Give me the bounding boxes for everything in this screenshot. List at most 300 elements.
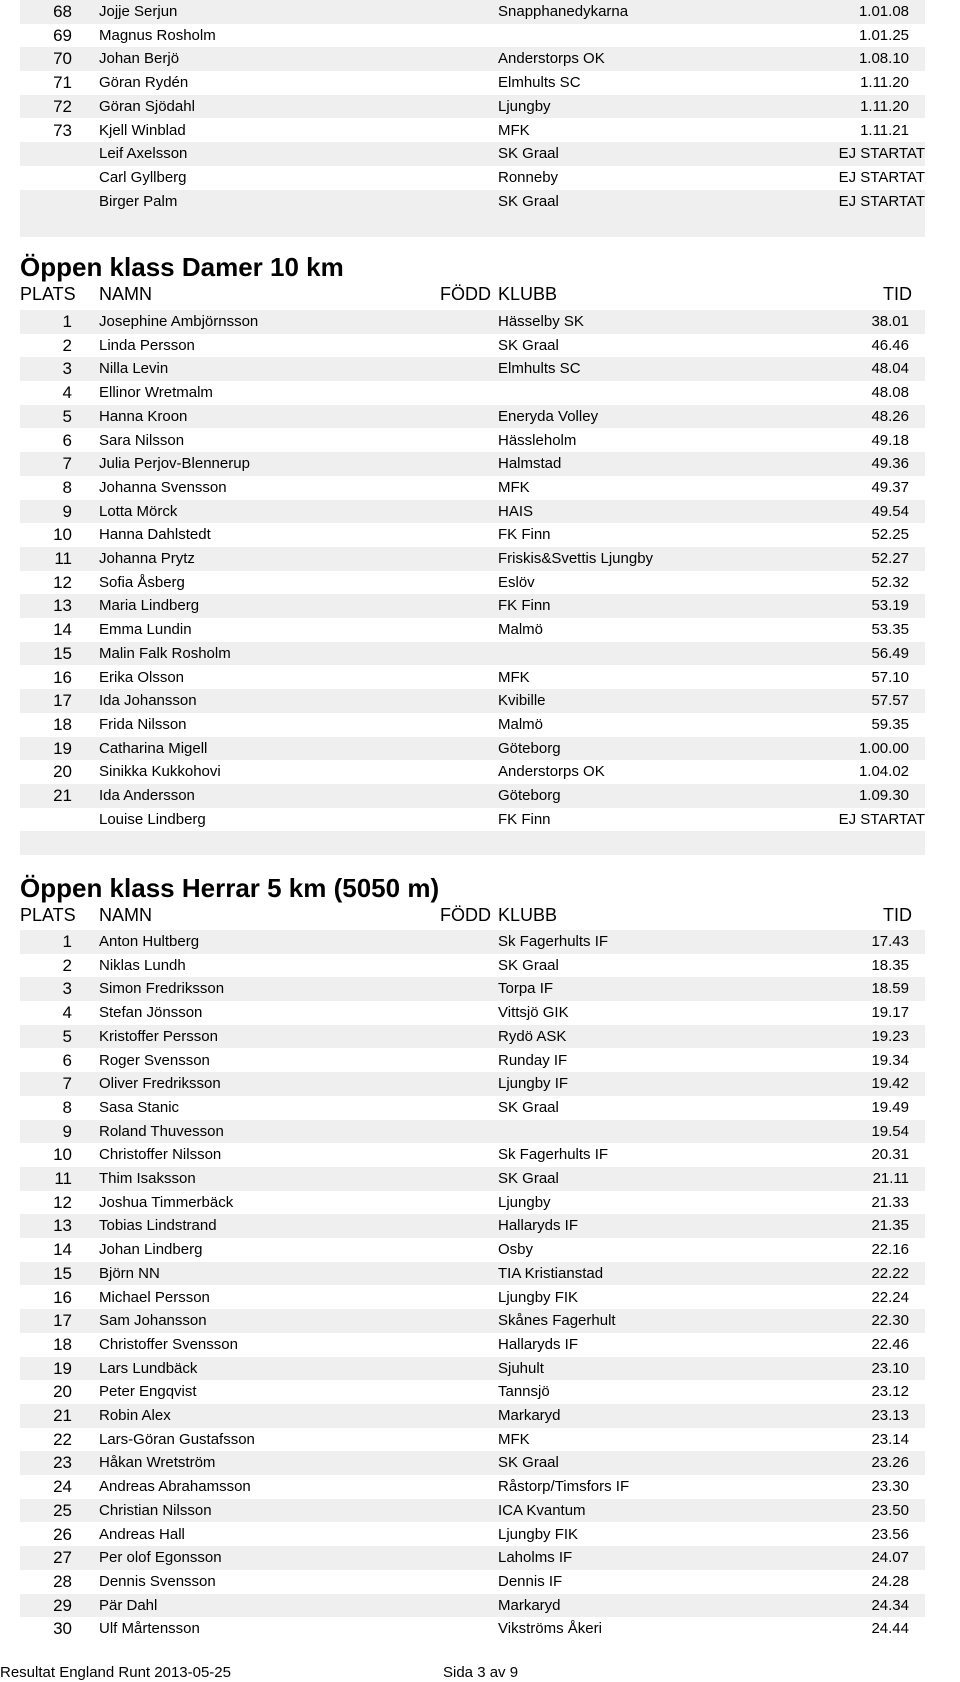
result-time: 1.04.02	[858, 763, 909, 781]
result-club: Hallaryds IF	[498, 1217, 579, 1235]
result-time: 21.11	[872, 1170, 909, 1187]
result-name: Pär Dahl	[99, 1596, 158, 1614]
result-club: Anderstorps OK	[498, 763, 605, 781]
result-place: 23	[53, 1453, 72, 1473]
result-name: Andreas Abrahamsson	[99, 1478, 251, 1496]
result-place: 70	[53, 49, 72, 69]
result-row	[20, 737, 925, 761]
result-time: 49.37	[871, 478, 909, 496]
result-club: Råstorp/Timsfors IF	[498, 1478, 630, 1496]
header-place: PLATS	[20, 905, 76, 925]
result-time: 53.35	[871, 621, 909, 639]
result-place: 19	[53, 1358, 72, 1378]
result-name: Josephine Ambjörnsson	[99, 313, 259, 330]
result-club: Vikströms Åkeri	[498, 1620, 602, 1638]
result-name: Hanna Kroon	[99, 407, 188, 425]
result-name: Julia Perjov-Blennerup	[99, 455, 250, 473]
result-place: 72	[53, 96, 72, 116]
result-time: 23.30	[871, 1478, 909, 1496]
result-row	[20, 1120, 925, 1144]
result-club: Ljungby IF	[498, 1075, 569, 1093]
result-place: 15	[53, 1263, 72, 1283]
result-name: Catharina Migell	[99, 739, 208, 757]
result-place: 11	[54, 549, 72, 568]
result-place: 19	[53, 738, 72, 758]
result-time: 17.43	[871, 933, 909, 950]
result-place: 7	[62, 454, 72, 474]
result-time: 1.09.30	[858, 787, 909, 804]
result-place: 5	[62, 406, 72, 426]
result-club: Ljungby FIK	[498, 1288, 579, 1306]
result-place: 14	[53, 1240, 72, 1260]
result-row	[20, 1191, 925, 1215]
result-row	[20, 166, 925, 190]
header-place: PLATS	[20, 284, 76, 304]
result-name: Linda Persson	[99, 336, 195, 354]
result-name: Sinikka Kukkohovi	[99, 763, 221, 781]
result-club: Kvibille	[498, 692, 546, 710]
result-row	[20, 119, 925, 143]
result-row	[20, 930, 925, 954]
result-place: 5	[62, 1026, 72, 1046]
result-row	[20, 594, 925, 618]
result-place: 13	[53, 596, 72, 616]
result-club: FK Finn	[498, 810, 551, 828]
result-name: Ida Johansson	[99, 692, 197, 710]
result-name: Christian Nilsson	[99, 1501, 212, 1519]
result-club: SK Graal	[498, 336, 559, 354]
result-row	[20, 452, 925, 476]
result-row	[20, 1475, 925, 1499]
result-time: EJ STARTAT	[838, 145, 925, 163]
result-time: 48.08	[871, 384, 909, 402]
result-name: Emma Lundin	[99, 621, 192, 639]
result-club: SK Graal	[498, 192, 559, 210]
result-time: 23.50	[871, 1501, 909, 1519]
result-place: 3	[62, 979, 72, 999]
result-club: Sjuhult	[498, 1359, 544, 1377]
result-place: 18	[53, 714, 72, 734]
result-time: 23.12	[871, 1383, 909, 1401]
result-time: 19.49	[871, 1098, 909, 1116]
result-place: 71	[53, 73, 72, 93]
result-time: 1.01.25	[858, 26, 909, 44]
result-time: 24.07	[871, 1549, 909, 1567]
result-row	[20, 666, 925, 690]
result-name: Thim Isaksson	[99, 1170, 196, 1187]
header-born: FÖDD	[440, 284, 491, 304]
result-place: 17	[53, 691, 72, 711]
result-club: SK Graal	[498, 145, 559, 163]
result-row	[20, 618, 925, 642]
result-time: 22.16	[871, 1241, 909, 1259]
result-row	[20, 689, 925, 713]
result-time: 23.14	[871, 1430, 909, 1448]
section-title: Öppen klass Damer 10 km	[20, 252, 344, 282]
result-place: 21	[53, 786, 72, 805]
result-time: 21.33	[871, 1193, 909, 1211]
result-time: 1.00.00	[858, 739, 909, 757]
result-name: Maria Lindberg	[99, 597, 200, 615]
result-time: 21.35	[871, 1217, 909, 1235]
result-place: 24	[53, 1477, 72, 1497]
result-row	[20, 1404, 925, 1428]
result-name: Hanna Dahlstedt	[99, 526, 211, 544]
result-club: FK Finn	[498, 597, 551, 615]
result-place: 25	[53, 1500, 72, 1520]
result-name: Tobias Lindstrand	[99, 1217, 217, 1235]
result-place: 2	[62, 335, 72, 355]
result-club: SK Graal	[498, 1098, 559, 1116]
result-time: 18.35	[871, 956, 909, 974]
result-club: Torpa IF	[498, 980, 554, 998]
result-place: 2	[62, 955, 72, 975]
blank-row	[20, 213, 925, 237]
result-place: 15	[53, 643, 72, 663]
result-name: Lars-Göran Gustafsson	[99, 1430, 255, 1448]
result-time: 57.10	[871, 668, 909, 686]
result-time: 22.24	[871, 1288, 909, 1306]
result-place: 30	[53, 1619, 72, 1639]
result-name: Leif Axelsson	[99, 145, 188, 163]
result-row	[20, 1025, 925, 1049]
result-club: Runday IF	[498, 1051, 568, 1069]
result-name: Göran Rydén	[99, 74, 189, 92]
footer-page-number: Sida 3 av 9	[443, 1664, 519, 1681]
result-name: Sara Nilsson	[99, 431, 185, 449]
result-time: 53.19	[871, 597, 909, 615]
result-time: 23.10	[871, 1359, 909, 1377]
result-row	[20, 357, 925, 381]
result-place: 3	[62, 359, 72, 379]
result-row	[20, 977, 925, 1001]
result-club: Malmö	[498, 715, 544, 733]
result-club: Sk Fagerhults IF	[498, 933, 609, 950]
result-club: Göteborg	[498, 739, 561, 757]
result-time: 1.11.20	[860, 74, 909, 92]
result-name: Johan Lindberg	[99, 1241, 203, 1259]
result-place: 13	[53, 1216, 72, 1236]
result-place: 1	[62, 932, 72, 951]
result-row	[20, 1096, 925, 1120]
header-time: TID	[883, 905, 912, 925]
result-time: 52.32	[871, 573, 909, 591]
result-time: 22.30	[871, 1312, 909, 1330]
result-place: 10	[53, 1145, 72, 1165]
result-place: 28	[53, 1571, 72, 1591]
result-name: Nilla Levin	[99, 360, 169, 378]
result-name: Kjell Winblad	[99, 121, 186, 139]
result-name: Christoffer Nilsson	[99, 1146, 222, 1164]
result-club: MFK	[498, 668, 530, 686]
result-name: Per olof Egonsson	[99, 1549, 222, 1567]
result-row	[20, 500, 925, 524]
result-row	[20, 405, 925, 429]
result-row	[20, 1286, 925, 1310]
result-name: Ulf Mårtensson	[99, 1620, 200, 1638]
result-time: EJ STARTAT	[838, 168, 925, 186]
result-time: 19.17	[871, 1004, 909, 1022]
result-name: Lars Lundbäck	[99, 1359, 198, 1377]
result-club: Halmstad	[498, 455, 562, 473]
result-place: 6	[62, 430, 72, 450]
result-time: EJ STARTAT	[838, 810, 925, 828]
result-row	[20, 1617, 925, 1641]
result-club: TIA Kristianstad	[498, 1264, 604, 1282]
result-club: Dennis IF	[498, 1572, 563, 1590]
result-row	[20, 1570, 925, 1594]
result-row	[20, 954, 925, 978]
section-title: Öppen klass Herrar 5 km (5050 m)	[20, 873, 440, 903]
result-time: 48.04	[871, 360, 909, 378]
result-club: Elmhults SC	[498, 74, 581, 92]
result-row	[20, 1333, 925, 1357]
result-name: Simon Fredriksson	[99, 980, 225, 998]
result-club: SK Graal	[498, 956, 559, 974]
result-name: Roger Svensson	[99, 1051, 210, 1069]
result-club: SK Graal	[498, 1454, 559, 1472]
result-club: ICA Kvantum	[498, 1501, 586, 1519]
result-club: Ljungby	[498, 97, 551, 115]
header-club: KLUBB	[498, 905, 558, 925]
result-name: Robin Alex	[99, 1407, 171, 1424]
result-row	[20, 310, 925, 334]
result-name: Peter Engqvist	[99, 1383, 197, 1401]
result-row	[20, 476, 925, 500]
result-name: Björn NN	[99, 1264, 160, 1282]
result-place: 69	[53, 25, 72, 45]
footer-event-label: Resultat England Runt 2013-05-25	[0, 1664, 231, 1681]
column-header	[20, 281, 925, 307]
result-club: SK Graal	[498, 1170, 559, 1187]
result-row	[20, 0, 925, 24]
result-time: 19.42	[871, 1075, 909, 1093]
result-place: 16	[53, 1287, 72, 1307]
result-row	[20, 47, 925, 71]
result-club: Malmö	[498, 621, 544, 639]
result-time: 48.26	[871, 407, 909, 425]
result-name: Johanna Svensson	[99, 478, 227, 496]
result-name: Dennis Svensson	[99, 1572, 216, 1590]
result-time: 59.35	[871, 715, 909, 733]
result-row	[20, 190, 925, 214]
result-place: 21	[53, 1406, 72, 1425]
result-time: 1.08.10	[858, 50, 909, 68]
result-time: 23.56	[871, 1525, 909, 1543]
result-row	[20, 334, 925, 358]
result-club: Göteborg	[498, 787, 561, 804]
result-club: Skånes Fagerhult	[498, 1312, 616, 1330]
result-place: 12	[53, 572, 72, 592]
result-place: 73	[53, 120, 72, 140]
result-time: 49.54	[871, 502, 909, 520]
result-name: Håkan Wretström	[99, 1454, 216, 1472]
result-row	[20, 713, 925, 737]
result-row	[20, 1143, 925, 1167]
result-club: HAIS	[498, 502, 534, 520]
result-name: Johanna Prytz	[99, 550, 195, 567]
result-row	[20, 1451, 925, 1475]
result-name: Anton Hultberg	[99, 933, 200, 950]
result-place: 10	[53, 525, 72, 545]
result-time: 23.13	[871, 1407, 909, 1424]
result-time: 19.34	[871, 1051, 909, 1069]
result-place: 22	[53, 1429, 72, 1449]
result-name: Göran Sjödahl	[99, 97, 195, 115]
result-time: 19.54	[871, 1122, 909, 1140]
result-place: 14	[53, 620, 72, 640]
result-time: 1.11.20	[860, 97, 909, 115]
result-club: Eslöv	[498, 573, 535, 591]
result-club: MFK	[498, 121, 530, 139]
result-time: 52.25	[871, 526, 909, 544]
result-club: Sk Fagerhults IF	[498, 1146, 609, 1164]
result-club: Markaryd	[498, 1596, 561, 1614]
result-place: 16	[53, 667, 72, 687]
result-row	[20, 1357, 925, 1381]
result-row	[20, 1428, 925, 1452]
result-time: 22.22	[871, 1264, 909, 1282]
result-row	[20, 523, 925, 547]
header-club: KLUBB	[498, 284, 558, 304]
result-row	[20, 1546, 925, 1570]
result-place: 4	[62, 1003, 72, 1023]
result-row	[20, 547, 925, 571]
result-club: Snapphanedykarna	[498, 3, 629, 20]
result-time: 38.01	[871, 313, 909, 330]
result-name: Christoffer Svensson	[99, 1335, 238, 1353]
result-place: 4	[62, 383, 72, 403]
result-place: 9	[62, 1121, 72, 1141]
result-place: 27	[53, 1548, 72, 1568]
result-time: EJ STARTAT	[838, 192, 925, 210]
result-name: Michael Persson	[99, 1288, 210, 1306]
result-row	[20, 1214, 925, 1238]
result-name: Ida Andersson	[99, 787, 195, 804]
result-club: Hässleholm	[498, 431, 577, 449]
result-name: Frida Nilsson	[99, 715, 187, 733]
result-time: 1.11.21	[860, 121, 909, 139]
header-name: NAMN	[99, 905, 152, 925]
result-time: 22.46	[871, 1335, 909, 1353]
result-row	[20, 571, 925, 595]
result-place: 11	[54, 1169, 72, 1188]
result-place: 20	[53, 762, 72, 782]
result-name: Malin Falk Rosholm	[99, 644, 231, 662]
result-club: Hässelby SK	[498, 313, 584, 330]
result-time: 24.34	[871, 1596, 909, 1614]
result-row	[20, 1072, 925, 1096]
result-name: Oliver Fredriksson	[99, 1075, 221, 1093]
result-name: Joshua Timmerbäck	[99, 1193, 234, 1211]
result-time: 56.49	[871, 644, 909, 662]
result-club: MFK	[498, 478, 530, 496]
result-time: 19.23	[871, 1027, 909, 1045]
result-place: 1	[62, 312, 72, 331]
result-place: 6	[62, 1050, 72, 1070]
result-row	[20, 429, 925, 453]
result-name: Erika Olsson	[99, 668, 185, 686]
result-time: 49.36	[871, 455, 909, 473]
result-place: 20	[53, 1382, 72, 1402]
result-name: Sam Johansson	[99, 1312, 207, 1330]
result-row	[20, 760, 925, 784]
result-place: 17	[53, 1311, 72, 1331]
result-name: Birger Palm	[99, 192, 178, 210]
result-club: Ljungby FIK	[498, 1525, 579, 1543]
result-time: 49.18	[871, 431, 909, 449]
result-time: 18.59	[871, 980, 909, 998]
result-name: Kristoffer Persson	[99, 1027, 218, 1045]
result-club: Vittsjö GIK	[498, 1004, 569, 1022]
header-name: NAMN	[99, 284, 152, 304]
result-name: Ellinor Wretmalm	[99, 384, 213, 402]
result-place: 8	[62, 1097, 72, 1117]
blank-row	[20, 831, 925, 855]
result-name: Louise Lindberg	[99, 810, 206, 828]
result-row	[20, 381, 925, 405]
result-time: 46.46	[871, 336, 909, 354]
result-time: 52.27	[871, 550, 909, 567]
result-place: 8	[62, 477, 72, 497]
result-row	[20, 1049, 925, 1073]
result-club: Friskis&Svettis Ljungby	[498, 550, 654, 567]
result-row	[20, 24, 925, 48]
result-name: Magnus Rosholm	[99, 26, 216, 44]
column-header	[20, 902, 925, 928]
result-time: 1.01.08	[858, 3, 909, 20]
result-name: Carl Gyllberg	[99, 168, 187, 186]
result-row	[20, 642, 925, 666]
result-row	[20, 1499, 925, 1523]
result-place: 18	[53, 1334, 72, 1354]
result-name: Lotta Mörck	[99, 502, 178, 520]
result-club: Hallaryds IF	[498, 1335, 579, 1353]
result-row	[20, 808, 925, 832]
result-row	[20, 1380, 925, 1404]
result-club: Elmhults SC	[498, 360, 581, 378]
result-club: Anderstorps OK	[498, 50, 605, 68]
result-club: Markaryd	[498, 1407, 561, 1424]
result-row	[20, 1001, 925, 1025]
result-place: 9	[62, 501, 72, 521]
result-row	[20, 1523, 925, 1547]
result-row	[20, 1238, 925, 1262]
result-time: 23.26	[871, 1454, 909, 1472]
result-club: FK Finn	[498, 526, 551, 544]
result-place: 7	[62, 1074, 72, 1094]
result-row	[20, 784, 925, 808]
result-time: 24.44	[871, 1620, 909, 1638]
result-time: 20.31	[871, 1146, 909, 1164]
result-place: 26	[53, 1524, 72, 1544]
result-name: Andreas Hall	[99, 1525, 185, 1543]
result-time: 57.57	[871, 692, 909, 710]
result-place: 68	[53, 2, 72, 21]
result-row	[20, 142, 925, 166]
result-row	[20, 1262, 925, 1286]
result-club: Eneryda Volley	[498, 407, 599, 425]
result-row	[20, 1594, 925, 1618]
result-row	[20, 95, 925, 119]
result-club: Tannsjö	[498, 1383, 550, 1401]
result-name: Jojje Serjun	[99, 3, 178, 20]
result-time: 24.28	[871, 1572, 909, 1590]
result-name: Stefan Jönsson	[99, 1004, 203, 1022]
result-name: Roland Thuvesson	[99, 1122, 224, 1140]
result-row	[20, 1167, 925, 1191]
result-row	[20, 71, 925, 95]
